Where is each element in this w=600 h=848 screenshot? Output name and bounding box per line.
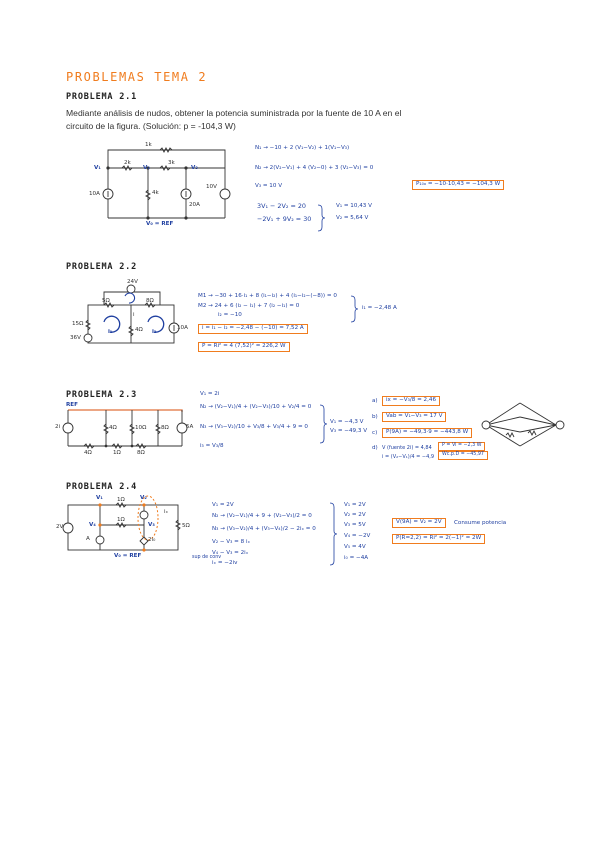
label-r4: 4Ω [84, 450, 92, 456]
node-v2: V₂ [143, 165, 150, 171]
p23-a-label: a) [372, 398, 378, 404]
label-8ohm: 8Ω [146, 298, 154, 304]
p21-r2: V₂ = 5,64 V [336, 215, 369, 221]
p22-i-box: i = i₁ − i₂ = −2,48 − (−10) = 7,52 A [198, 324, 308, 334]
p23-c-label: c) [372, 430, 378, 436]
label-1k: 1k [145, 142, 152, 148]
label-10a-2: 10A [177, 325, 188, 331]
p24-res-2: V₃ = 5V [344, 522, 366, 528]
p24-res-5: i₀ = −4A [344, 555, 369, 561]
p23-d2-text: i = (V₂−V₁)/4 = −4,9 [382, 454, 435, 460]
label-2k: 2k [124, 160, 131, 166]
label-5ohm: 5Ω [102, 298, 110, 304]
p24-eq-1: N₂ → (V₂−V₁)/4 + 9 + (V₂−V₃)/2 = 0 [212, 513, 312, 519]
p24-eq-2: N₃ → (V₃−V₂)/4 + (V₃−V₄)/2 − 2iₓ = 0 [212, 526, 316, 532]
problem-2-4-heading: PROBLEMA 2.4 [66, 482, 138, 492]
p23-eq-0: V₁ = 2i [200, 391, 220, 397]
label-r2: 10Ω [135, 425, 147, 431]
problem-2-1-statement: Mediante análisis de nudos, obtener la potencia suministrada por la fuente de 10 A en el circuito de la figura. (Solución: p = -104,3 W) [66, 108, 402, 131]
p21-r1: V₁ = 10,43 V [336, 203, 372, 209]
p24-res-3: V₄ = −2V [344, 533, 371, 539]
p24-note: Consume potencia [454, 520, 507, 526]
p21-sys1: 3V₁ − 2V₂ = 20 [257, 202, 306, 210]
p21-eq1: N₁ → −10 + 2 (V₁−V₂) + 1(V₁−V₃) [255, 145, 350, 151]
label-2v: 2V [56, 524, 64, 530]
label-4k: 4k [152, 190, 159, 196]
label-10v: 10V [206, 184, 217, 190]
label-ix: iₓ [164, 509, 169, 515]
bridge-sketch [482, 403, 564, 446]
problem-2-3-heading: PROBLEMA 2.3 [66, 390, 138, 400]
label-3k: 3k [168, 160, 175, 166]
brace-2-2 [351, 296, 358, 322]
node-v3: V₃ [191, 165, 198, 171]
p23-a-box: ix = −V₃/8 = 2,46 [382, 396, 440, 406]
node-v1-2-4: V₁ [96, 495, 103, 501]
p23-eq-1: N₂ → (V₂−V₁)/4 + (V₂−V₃)/10 + V₂/4 = 0 [200, 404, 312, 410]
p23-sys1: V₁ = −4,3 V [330, 419, 364, 425]
brace-2-1 [318, 205, 325, 231]
p22-eq1: M1 → −30 + 16·i₁ + 8 (i₁−i₂) + 4 (i₁−i₂−(−8)) = 0 [198, 293, 337, 299]
p23-c-box: P(9A) = −49,3·9 = −443,8 W [382, 428, 472, 438]
p23-d-box1: P = Vi = −2,3 W [438, 442, 485, 451]
label-4ohm: 4Ω [135, 327, 143, 333]
label-15ohm: 15Ω [72, 321, 84, 327]
p21-answer-box: P₁₀ₐ = −10·10,43 = −104,3 W [412, 180, 504, 190]
problem-2-1-heading: PROBLEMA 2.1 [66, 92, 138, 102]
brace-2-3 [320, 405, 327, 443]
p23-b-box: Vab = V₁−V₃ = 17 V [382, 412, 446, 422]
p22-eq2: M2 → 24 + 6 (i₂ − i₁) + 7 (i₂ −i₁) = 0 [198, 303, 300, 309]
label-r1: 4Ω [109, 425, 117, 431]
p23-sys2: V₃ = −49,3 V [330, 428, 368, 434]
brace-2-4 [330, 503, 337, 565]
p23-d-box2: Wc.p.D = −45,97 [438, 451, 488, 460]
p24-box1: V(9A) = V₂ = 2V [392, 518, 446, 528]
node-v4-2-4: V₄ [89, 522, 96, 528]
label-20a: 20A [189, 202, 200, 208]
label-r6: 8Ω [137, 450, 145, 456]
p24-res-4: V₅ = 4V [344, 544, 366, 550]
p23-eq-2: N₃ → (V₃−V₂)/10 + V₃/8 + V₃/4 + 9 = 0 [200, 424, 308, 430]
node-ref-2-4: V₀ = REF [114, 553, 142, 559]
p24-res-0: V₁ = 2V [344, 502, 366, 508]
p24-super2: iₓ = −2iv [212, 560, 238, 566]
label-ref-2-3: REF [66, 402, 78, 408]
label-i1: i₁ [108, 329, 113, 335]
page-title: PROBLEMAS TEMA 2 [66, 70, 208, 84]
p24-box2: P(R=2,2) = Ri² = 2(−1)² = 2W [392, 534, 485, 544]
label-36v: 36V [70, 335, 81, 341]
label-1ohm-b: 1Ω [117, 517, 125, 523]
p24-eq-4: V₄ − V₃ = 2iₓ [212, 550, 249, 556]
node-ref: V₀ = REF [146, 221, 174, 227]
label-5ohm-2-4: 5Ω [182, 523, 190, 529]
label-r5: 1Ω [113, 450, 121, 456]
node-v2-2-4: V₂ [140, 495, 147, 501]
p24-super: sup de conv [192, 555, 222, 560]
problem-2-2-heading: PROBLEMA 2.2 [66, 262, 138, 272]
p23-d-text: V (fuente 2i) = 4,84 [382, 445, 432, 451]
p21-eq2: N₂ → 2(V₂−V₁) + 4 (V₂−0) + 3 (V₂−V₃) = 0 [255, 165, 374, 171]
circuit-2-4 [63, 496, 180, 552]
p24-eq-0: V₁ = 2V [212, 502, 234, 508]
p24-eq-3: V₂ − V₃ = 8 iₓ [212, 539, 250, 545]
p22-res: i₁ = −2,48 A [362, 305, 397, 311]
label-24v: 24V [127, 279, 138, 285]
p21-eq3: V₃ = 10 V [255, 183, 283, 189]
p23-b-label: b) [372, 414, 378, 420]
label-r3: 8Ω [161, 425, 169, 431]
p23-d-label: d) [372, 445, 378, 451]
label-i: i [133, 312, 135, 318]
p22-p-box: P = Ri² = 4 (7,52)² = 226,2 W [198, 342, 290, 352]
p22-eq3: i₂ = −10 [218, 312, 242, 318]
label-9a: A [86, 536, 90, 542]
label-5a: 5A [186, 424, 194, 430]
label-i2: i₂ [152, 329, 157, 335]
node-v3-2-4: V₃ [148, 522, 155, 528]
p24-res-1: V₂ = 2V [344, 512, 366, 518]
label-1ohm-a: 1Ω [117, 497, 125, 503]
circuit-2-2 [84, 285, 179, 343]
label-2i: 2i [55, 424, 61, 430]
p21-sys2: −2V₁ + 9V₂ = 30 [257, 215, 312, 223]
label-10a: 10A [89, 191, 100, 197]
label-2i0: 2i₀ [148, 537, 156, 543]
p23-eq-3: i₃ = V₃/8 [200, 443, 224, 449]
node-v1: V₁ [94, 165, 101, 171]
